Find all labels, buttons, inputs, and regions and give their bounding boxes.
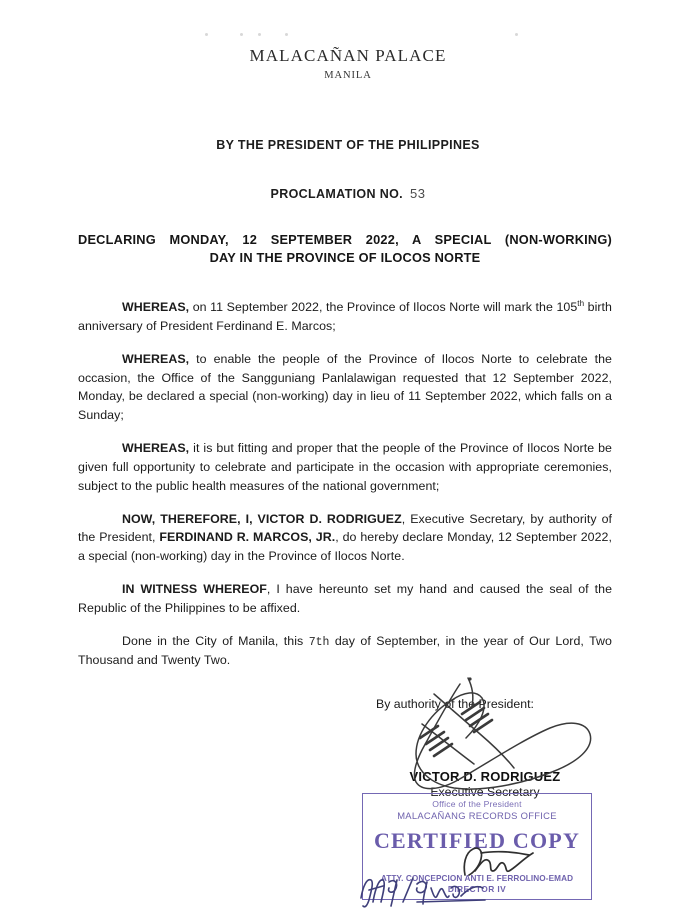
whereas-paragraph-3 (78, 439, 612, 496)
paragraph-3-lead: WHEREAS, (122, 441, 190, 456)
paragraph-1-text-a: on 11 September 2022, the Province of Ilocos Norte will mark the 105 (189, 300, 578, 314)
letterhead (0, 46, 696, 81)
stamp-attorney-name: ATTY. CONCEPCION ANTI E. FERROLINO-EMAD (380, 874, 574, 883)
stamp-office-line-1: Office of the President (432, 799, 522, 809)
by-authority-line: By authority of the President: (376, 697, 534, 711)
by-the-president-heading: BY THE PRESIDENT OF THE PHILIPPINES (216, 138, 480, 152)
page-title-line-2: DAY IN THE PROVINCE OF ILOCOS NORTE (209, 250, 481, 266)
letterhead-city: MANILA (324, 69, 372, 81)
scan-artifact-dot (285, 33, 288, 36)
paragraph-5-text: , I have hereunto set my hand and caused the seal of the Republic of the Philippines to be affixed. (78, 582, 613, 615)
paragraph-2-lead: WHEREAS, (122, 351, 190, 366)
scan-artifact-dot (205, 33, 208, 36)
letterhead-palace: MALACAÑAN PALACE (249, 46, 447, 65)
paragraph-1-text-b: birth anniversary of President Ferdinand E. Marcos; (78, 300, 612, 333)
scan-artifact-dot (258, 33, 261, 36)
now-therefore-paragraph (78, 510, 612, 567)
stamp-certified-copy-text: CERTIFIED COPY (373, 828, 581, 853)
paragraph-4-mid: , Executive Secretary, by authority of the President, (78, 511, 613, 545)
paragraph-6-text-b: day of September, in the year of Our Lord, Two Thousand and Twenty Two. (78, 633, 612, 668)
page-title (78, 231, 612, 267)
signatory-title: Executive Secretary (430, 785, 540, 799)
page-title-line-1: DECLARING MONDAY, 12 SEPTEMBER 2022, A SPECIAL (NON-WORKING) (78, 232, 612, 247)
proclamation-label: PROCLAMATION NO. (270, 187, 403, 201)
stamp-attorney-role: DIRECTOR IV (447, 884, 507, 894)
paragraph-2-text: to enable the people of the Province of Ilocos Norte to celebrate the occasion, the Office of the Sangguniang Panlalawigan requested that 12 September 2022, Monday, be declared a special (non-working) day in lieu of 11 September 2022, which falls on a Sunday; (78, 351, 612, 423)
done-in-manila-paragraph (78, 632, 612, 670)
paragraph-6-text-a: Done in the City of Manila, this (122, 633, 309, 648)
scan-artifact-dot (240, 33, 243, 36)
paragraph-3-text: it is but fitting and proper that the people of the Province of Ilocos Norte be given full opportunity to celebrate and participate in the occasion with appropriate ceremonies, subject to the public health measures of the national government; (78, 441, 612, 493)
ordinal-suffix: th (577, 298, 585, 308)
paragraph-5-lead: IN WITNESS WHEREOF (122, 582, 267, 597)
signature-block (360, 697, 610, 799)
proclamation-number: 53 (409, 186, 426, 201)
paragraph-1-lead: WHEREAS, (122, 300, 190, 314)
certified-copy-stamp (362, 793, 592, 900)
scan-artifact-dot (515, 33, 518, 36)
whereas-paragraph-2 (78, 350, 612, 425)
filled-in-day: 7th (308, 635, 330, 649)
signatory-name: VICTOR D. RODRIGUEZ (409, 769, 561, 784)
paragraph-4-president-name: FERDINAND R. MARCOS, JR. (159, 530, 336, 545)
document-body (78, 298, 612, 684)
in-witness-whereof-paragraph (78, 580, 612, 618)
paragraph-4-end: , do hereby declare Monday, 12 September 2022, a special (non-working) day in the Province of Ilocos Norte. (78, 530, 612, 564)
whereas-paragraph-1 (78, 298, 612, 336)
proclamation-heading (0, 186, 696, 201)
paragraph-4-lead: NOW, THEREFORE, I, VICTOR D. RODRIGUEZ (122, 511, 402, 526)
stamp-office-line-2: MALACAÑANG RECORDS OFFICE (397, 810, 557, 821)
